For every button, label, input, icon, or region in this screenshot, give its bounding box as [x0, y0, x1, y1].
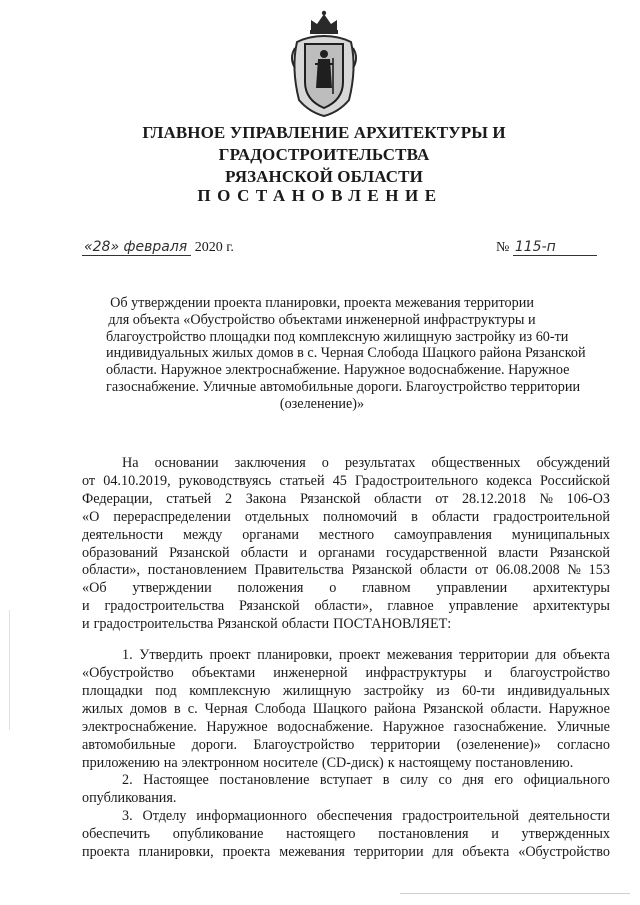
word: обсуждений	[536, 455, 610, 471]
preamble-line	[82, 509, 610, 527]
item-line	[82, 719, 610, 737]
preamble-line	[82, 598, 610, 616]
word: межевания	[386, 647, 453, 664]
word: под	[155, 682, 177, 699]
word: Уличные	[556, 718, 610, 735]
word: застройку	[363, 682, 424, 699]
word: кодекса	[486, 472, 532, 489]
word: №	[539, 490, 553, 507]
word: 1.	[122, 647, 133, 664]
word: Градостроительного	[355, 472, 479, 489]
word: проекта	[82, 844, 130, 861]
subject-line: газоснабжение. Уличные автомобильные дороги. Благоустройство территории	[106, 378, 581, 395]
word: площадки	[82, 682, 143, 699]
number-prefix: №	[496, 240, 510, 255]
word: (CD-диск)	[321, 754, 384, 771]
item-paragraph	[82, 808, 610, 862]
word: жилищную	[282, 682, 352, 699]
word: планировки,	[138, 844, 214, 861]
word: проект	[338, 647, 381, 664]
word: Рязанской	[549, 544, 610, 561]
word: Правительства	[254, 562, 344, 579]
word: из	[436, 682, 450, 699]
word: Настоящее	[143, 772, 209, 789]
word: опубликование	[172, 826, 264, 843]
agency-line: ГЛАВНОЕ УПРАВЛЕНИЕ АРХИТЕКТУРЫ И ГРАДОСТРОИТЕЛЬСТВА	[142, 123, 506, 164]
item-line	[82, 755, 610, 773]
scan-margin-mark	[8, 610, 11, 730]
word: дороги.	[191, 736, 238, 753]
word: постановлению.	[475, 754, 574, 771]
word: Отделу	[142, 808, 187, 825]
word: Черная	[204, 700, 248, 717]
word: комплексную	[189, 682, 271, 699]
word: межевания	[279, 844, 345, 861]
preamble-paragraph	[82, 455, 610, 634]
word: области	[419, 562, 468, 579]
word: с.	[187, 700, 198, 717]
word: органами	[318, 544, 375, 561]
word: государственной	[386, 544, 488, 561]
word: Рязанской	[239, 598, 300, 615]
word: и	[484, 664, 492, 681]
word: Слобода	[254, 700, 306, 717]
word: 60-ти	[462, 682, 495, 699]
subject-line: области. Наружное электроснабжение. Наружное водоснабжение. Наружное	[106, 362, 570, 379]
word: от	[82, 472, 96, 489]
word: градостроительства	[104, 598, 225, 615]
word: планировки,	[257, 647, 333, 664]
word: в	[174, 700, 181, 717]
word: «О	[82, 508, 100, 525]
word: заключения	[234, 455, 306, 471]
item-line	[82, 701, 610, 719]
word: отдельных	[244, 508, 310, 525]
word: для	[432, 844, 454, 861]
word: области»,	[314, 598, 373, 615]
word: 06.08.2008	[495, 562, 560, 579]
word: постановления	[378, 826, 469, 843]
preamble-line	[82, 580, 610, 598]
item-line	[82, 808, 610, 826]
word: инфраструктуры	[365, 664, 467, 681]
handwritten-number: 115-п	[513, 239, 597, 256]
word: домов	[130, 700, 167, 717]
word: электроснабжение.	[82, 718, 197, 735]
word: настоящего	[286, 826, 356, 843]
item-line	[82, 772, 610, 790]
item-line	[82, 683, 610, 701]
document-body	[82, 455, 610, 862]
word: Наружное	[382, 718, 445, 735]
word: градостроительства	[93, 616, 214, 633]
word: Закона	[245, 490, 287, 507]
word: опубликования.	[82, 790, 177, 807]
item-paragraph	[82, 647, 610, 772]
word: деятельности	[528, 808, 610, 825]
word: самоуправления	[393, 526, 492, 543]
word: жилых	[82, 700, 124, 717]
word: и	[299, 544, 307, 561]
word: Рязанской	[169, 544, 230, 561]
preamble-line	[82, 473, 610, 491]
word: области	[240, 544, 289, 561]
word: на	[163, 754, 178, 771]
word: результатах	[344, 455, 416, 471]
word: области	[374, 490, 422, 507]
word: руководствуясь	[178, 472, 272, 489]
word: приложению	[82, 754, 160, 771]
word: обеспечения	[316, 808, 393, 825]
word: №	[567, 562, 581, 579]
word: 106-ОЗ	[566, 490, 610, 507]
item-line	[82, 844, 610, 862]
word: Рязанской	[351, 562, 413, 579]
word: постановлением	[147, 562, 247, 579]
word: Благоустройство	[253, 736, 355, 753]
word: Наружное	[206, 718, 268, 735]
word: настоящему	[398, 754, 472, 771]
word: Рязанской	[217, 616, 278, 633]
word: вступает	[319, 772, 373, 789]
word: органами	[242, 526, 299, 543]
word: утверждении	[132, 580, 212, 597]
word: утвержденных	[521, 826, 610, 843]
subject-line: Об утверждении проекта планировки, проекта межевания территории	[110, 295, 534, 311]
preamble-line	[82, 455, 610, 473]
word: между	[183, 526, 223, 543]
document-year: 2020 г.	[194, 240, 234, 255]
word: Утвердить	[139, 647, 203, 664]
word: 04.10.2019,	[103, 472, 171, 489]
agency-name	[40, 122, 608, 188]
word: На	[122, 455, 139, 471]
word: области.	[490, 700, 542, 717]
word: ПОСТАНОВЛЯЕТ:	[333, 616, 452, 633]
handwritten-date: «28» февраля	[82, 239, 191, 256]
word: образований	[82, 544, 158, 561]
word: к	[387, 754, 395, 771]
word: 3.	[122, 808, 133, 825]
preamble-line	[82, 491, 610, 509]
word: и	[491, 826, 499, 843]
word: и	[82, 616, 90, 633]
word: (озеленение)»	[456, 736, 541, 753]
word: 2.	[122, 772, 133, 789]
word: его	[494, 772, 514, 789]
subject-line: индивидуальных жилых домов в с. Черная Слобода Шацкого района Рязанской	[106, 345, 586, 362]
word: о	[329, 580, 337, 597]
word: муниципальных	[511, 526, 610, 543]
word: статьей	[279, 472, 325, 489]
document-date	[82, 239, 234, 256]
item-line	[82, 826, 610, 844]
word: власти	[498, 544, 539, 561]
word: носителе	[263, 754, 318, 771]
agency-line: РЯЗАНСКОЙ ОБЛАСТИ	[225, 167, 423, 186]
word: местного	[318, 526, 375, 543]
word: объекта	[462, 844, 510, 861]
document-type-title: ПОСТАНОВЛЕНИЕ	[197, 186, 443, 205]
word: Федерации,	[82, 490, 153, 507]
word: главном	[362, 580, 411, 597]
word: общественных	[431, 455, 521, 471]
word: газоснабжение.	[453, 718, 547, 735]
word: электронном	[181, 754, 260, 771]
scan-edge-line	[400, 893, 630, 894]
word: 2	[225, 490, 233, 507]
word: для	[535, 647, 557, 664]
subject-line: для объекта «Обустройство объектами инженерной инфраструктуры и	[108, 311, 536, 328]
word: со	[438, 772, 452, 789]
word: перераспределении	[113, 508, 231, 525]
word: области	[281, 616, 330, 633]
word: обеспечить	[82, 826, 151, 843]
word: инженерной	[273, 664, 348, 681]
word: от	[435, 490, 449, 507]
document-subject	[106, 295, 586, 413]
word: Шацкого	[312, 700, 367, 717]
word: «Обустройство	[518, 844, 610, 861]
word: Наружное	[548, 700, 610, 717]
word: от	[474, 562, 489, 579]
word: территории	[370, 736, 441, 753]
word: о	[321, 455, 329, 471]
subject-line: (озеленение)»	[279, 395, 365, 412]
item-line	[82, 737, 610, 755]
preamble-line	[82, 527, 610, 545]
word: благоустройство	[509, 664, 610, 681]
word: управлении	[436, 580, 508, 597]
word: градостроительной	[493, 508, 610, 525]
word: «Об	[82, 580, 107, 597]
word: объектами	[191, 664, 256, 681]
word: градостроительной	[402, 808, 519, 825]
word: постановление	[219, 772, 310, 789]
item-line	[82, 665, 610, 683]
subject-line: благоустройство площадки под комплексную жилищную застройку из 60-ти	[106, 328, 569, 345]
word: главное	[387, 598, 434, 615]
word: архитектуры	[532, 598, 610, 615]
word: основании	[154, 455, 219, 471]
word: Рязанской	[422, 700, 484, 717]
word: деятельности	[82, 526, 164, 543]
word: области	[431, 508, 480, 525]
word: официального	[523, 772, 610, 789]
word: Российской	[540, 472, 610, 489]
word: района	[373, 700, 416, 717]
word: автомобильные	[82, 736, 176, 753]
word: архитектуры	[532, 580, 610, 597]
word: объекта	[562, 647, 610, 664]
word: Рязанской	[299, 490, 361, 507]
word: 45	[332, 472, 347, 489]
word: в	[411, 508, 418, 525]
preamble-line	[82, 562, 610, 580]
word: статьей	[166, 490, 212, 507]
word: водоснабжение.	[277, 718, 374, 735]
word: дня	[462, 772, 484, 789]
coat-of-arms-icon	[287, 8, 361, 120]
word: согласно	[557, 736, 610, 753]
word: управление	[448, 598, 519, 615]
preamble-line	[82, 616, 610, 634]
document-number	[496, 239, 597, 256]
word: области»,	[82, 562, 141, 579]
word: территории	[459, 647, 529, 664]
word: и	[82, 598, 90, 615]
word: 153	[588, 562, 610, 579]
word: силу	[399, 772, 429, 789]
preamble-line	[82, 545, 610, 563]
word: проект	[209, 647, 251, 664]
word: в	[382, 772, 390, 789]
item-line	[82, 790, 610, 808]
word: полномочий	[323, 508, 398, 525]
word: проекта	[222, 844, 271, 861]
word: территории	[353, 844, 424, 861]
word: 28.12.2018	[461, 490, 526, 507]
word: индивидуальных	[507, 682, 610, 699]
item-line	[82, 647, 610, 665]
word: «Обустройство	[82, 664, 174, 681]
item-paragraph	[82, 772, 610, 808]
word: положения	[237, 580, 304, 597]
word: информационного	[196, 808, 307, 825]
